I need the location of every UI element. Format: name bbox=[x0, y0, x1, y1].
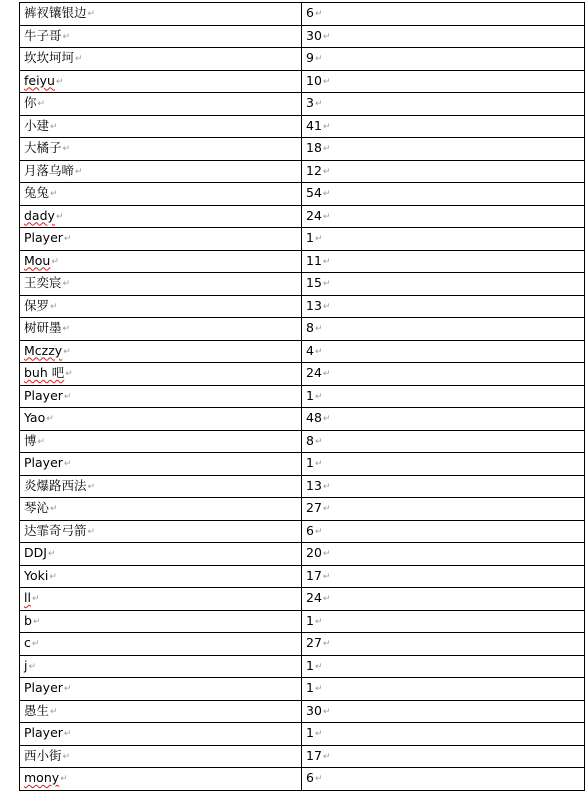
paragraph-mark-icon: ↵ bbox=[60, 774, 68, 784]
value-cell[interactable] bbox=[302, 205, 585, 228]
name-cell[interactable] bbox=[20, 610, 302, 633]
table-row bbox=[20, 363, 585, 386]
paragraph-mark-icon: ↵ bbox=[314, 391, 323, 402]
name-text: 树研墨 bbox=[24, 320, 62, 335]
table-body bbox=[20, 3, 585, 791]
value-cell[interactable] bbox=[302, 610, 585, 633]
paragraph-mark-icon: ↵ bbox=[322, 121, 331, 132]
table-row bbox=[20, 93, 585, 116]
name-text: 炎爆路西法 bbox=[24, 477, 87, 493]
table-row bbox=[20, 588, 585, 611]
name-cell[interactable] bbox=[20, 498, 302, 521]
paragraph-mark-icon: ↵ bbox=[314, 729, 323, 739]
paragraph-mark-icon: ↵ bbox=[32, 616, 41, 627]
name-cell[interactable] bbox=[20, 633, 302, 656]
value-cell[interactable] bbox=[302, 498, 585, 521]
value-text: 24 bbox=[306, 207, 322, 223]
paragraph-mark-icon: ↵ bbox=[322, 256, 331, 267]
value-text: 1 bbox=[306, 230, 314, 245]
table-row bbox=[20, 115, 585, 138]
table-row bbox=[20, 3, 585, 26]
paragraph-mark-icon: ↵ bbox=[31, 639, 40, 649]
paragraph-mark-icon: ↵ bbox=[62, 324, 71, 334]
value-cell[interactable] bbox=[302, 453, 585, 476]
value-text: 15 bbox=[306, 275, 322, 290]
value-cell[interactable] bbox=[302, 700, 585, 723]
paragraph-mark-icon: ↵ bbox=[62, 751, 71, 762]
table-row bbox=[20, 385, 585, 408]
value-cell[interactable] bbox=[302, 250, 585, 273]
table-row bbox=[20, 745, 585, 768]
table-row bbox=[20, 610, 585, 633]
table-row bbox=[20, 160, 585, 183]
paragraph-mark-icon: ↵ bbox=[63, 729, 72, 739]
table-row bbox=[20, 475, 585, 498]
paragraph-mark-icon: ↵ bbox=[322, 301, 331, 312]
value-cell[interactable] bbox=[302, 520, 585, 543]
name-text: Mou bbox=[24, 252, 51, 268]
name-cell[interactable] bbox=[20, 385, 302, 408]
name-cell[interactable] bbox=[20, 588, 302, 611]
name-cell[interactable] bbox=[20, 295, 302, 318]
paragraph-mark-icon: ↵ bbox=[322, 571, 331, 582]
name-cell[interactable] bbox=[20, 273, 302, 296]
paragraph-mark-icon: ↵ bbox=[322, 549, 331, 559]
name-cell[interactable] bbox=[20, 205, 302, 228]
value-text: 13 bbox=[306, 477, 322, 493]
name-text: 愚生 bbox=[24, 702, 50, 718]
value-text: 27 bbox=[306, 500, 322, 515]
data-table bbox=[19, 2, 585, 791]
name-text: 兔兔 bbox=[24, 185, 50, 200]
name-cell[interactable] bbox=[20, 48, 302, 71]
paragraph-mark-icon: ↵ bbox=[55, 76, 64, 87]
table-row bbox=[20, 408, 585, 431]
name-text: DDJ bbox=[24, 545, 47, 560]
name-text: Yoki bbox=[24, 567, 49, 583]
name-text: buh 吧 bbox=[24, 365, 65, 380]
paragraph-mark-icon: ↵ bbox=[31, 594, 40, 604]
paragraph-mark-icon: ↵ bbox=[322, 414, 331, 424]
value-text: 27 bbox=[306, 635, 322, 650]
paragraph-mark-icon: ↵ bbox=[37, 99, 46, 109]
name-text: Player bbox=[24, 230, 63, 245]
table-row bbox=[20, 678, 585, 701]
paragraph-mark-icon: ↵ bbox=[322, 31, 331, 42]
paragraph-mark-icon: ↵ bbox=[75, 54, 83, 64]
name-text: 西小街 bbox=[24, 747, 62, 763]
name-cell[interactable] bbox=[20, 340, 302, 363]
name-cell[interactable] bbox=[20, 475, 302, 498]
value-text: 4 bbox=[306, 342, 314, 358]
name-cell[interactable] bbox=[20, 700, 302, 723]
name-text: 达霏奇弓箭 bbox=[24, 522, 87, 538]
paragraph-mark-icon: ↵ bbox=[314, 54, 323, 64]
name-cell[interactable] bbox=[20, 655, 302, 678]
value-text: 1 bbox=[306, 387, 314, 403]
value-cell[interactable] bbox=[302, 588, 585, 611]
name-text: 裤衩镶银边 bbox=[24, 5, 87, 20]
name-cell[interactable] bbox=[20, 160, 302, 183]
value-text: 48 bbox=[306, 410, 322, 425]
paragraph-mark-icon: ↵ bbox=[314, 661, 323, 672]
value-text: 30 bbox=[306, 27, 322, 43]
value-text: 1 bbox=[306, 725, 314, 740]
paragraph-mark-icon: ↵ bbox=[314, 9, 323, 19]
value-text: 12 bbox=[306, 162, 322, 178]
value-text: 24 bbox=[306, 590, 322, 605]
value-cell[interactable] bbox=[302, 93, 585, 116]
value-text: 24 bbox=[306, 365, 322, 380]
name-text: mony bbox=[24, 770, 60, 785]
name-cell[interactable] bbox=[20, 70, 302, 93]
name-text: 你 bbox=[24, 95, 37, 110]
name-text: 王奕宸 bbox=[24, 275, 62, 290]
value-cell[interactable] bbox=[302, 655, 585, 678]
name-cell[interactable] bbox=[20, 565, 302, 588]
value-text: 6 bbox=[306, 770, 314, 785]
paragraph-mark-icon: ↵ bbox=[63, 459, 72, 469]
name-cell[interactable] bbox=[20, 768, 302, 791]
name-text: Mczzy bbox=[24, 342, 63, 358]
table-row bbox=[20, 565, 585, 588]
paragraph-mark-icon: ↵ bbox=[322, 706, 331, 717]
paragraph-mark-icon: ↵ bbox=[314, 684, 323, 694]
paragraph-mark-icon: ↵ bbox=[63, 346, 71, 357]
value-text: 6 bbox=[306, 522, 314, 538]
name-cell[interactable] bbox=[20, 430, 302, 453]
paragraph-mark-icon: ↵ bbox=[62, 31, 71, 42]
name-text: j bbox=[24, 657, 28, 673]
name-text: 小建 bbox=[24, 117, 50, 133]
value-text: 10 bbox=[306, 72, 322, 88]
paragraph-mark-icon: ↵ bbox=[322, 504, 331, 514]
paragraph-mark-icon: ↵ bbox=[314, 324, 323, 334]
name-text: 牛子哥 bbox=[24, 27, 62, 43]
paragraph-mark-icon: ↵ bbox=[65, 369, 73, 379]
table-row bbox=[20, 48, 585, 71]
paragraph-mark-icon: ↵ bbox=[28, 661, 37, 672]
value-cell[interactable] bbox=[302, 70, 585, 93]
name-cell[interactable] bbox=[20, 453, 302, 476]
value-cell[interactable] bbox=[302, 273, 585, 296]
value-text: 20 bbox=[306, 545, 322, 560]
paragraph-mark-icon: ↵ bbox=[322, 751, 331, 762]
paragraph-mark-icon: ↵ bbox=[63, 684, 72, 694]
paragraph-mark-icon: ↵ bbox=[49, 571, 57, 582]
name-cell[interactable] bbox=[20, 25, 302, 48]
value-cell[interactable] bbox=[302, 138, 585, 161]
value-cell[interactable] bbox=[302, 3, 585, 26]
paragraph-mark-icon: ↵ bbox=[322, 76, 331, 87]
value-cell[interactable] bbox=[302, 115, 585, 138]
paragraph-mark-icon: ↵ bbox=[75, 166, 83, 177]
value-text: 8 bbox=[306, 432, 314, 448]
table-row bbox=[20, 633, 585, 656]
value-cell[interactable] bbox=[302, 228, 585, 251]
paragraph-mark-icon: ↵ bbox=[62, 279, 71, 289]
value-cell[interactable] bbox=[302, 475, 585, 498]
name-cell[interactable] bbox=[20, 3, 302, 26]
name-text: ll bbox=[24, 590, 31, 605]
paragraph-mark-icon: ↵ bbox=[47, 549, 56, 559]
table-row bbox=[20, 273, 585, 296]
name-cell[interactable] bbox=[20, 138, 302, 161]
table-row bbox=[20, 138, 585, 161]
table-row bbox=[20, 295, 585, 318]
value-text: 11 bbox=[306, 252, 322, 268]
value-cell[interactable] bbox=[302, 385, 585, 408]
paragraph-mark-icon: ↵ bbox=[50, 189, 58, 199]
name-text: 保罗 bbox=[24, 297, 50, 313]
name-cell[interactable] bbox=[20, 678, 302, 701]
value-cell[interactable] bbox=[302, 183, 585, 206]
value-cell[interactable] bbox=[302, 25, 585, 48]
paragraph-mark-icon: ↵ bbox=[51, 256, 59, 267]
paragraph-mark-icon: ↵ bbox=[322, 144, 331, 154]
table-row bbox=[20, 70, 585, 93]
value-text: 6 bbox=[306, 5, 314, 20]
value-text: 18 bbox=[306, 140, 322, 155]
name-cell[interactable] bbox=[20, 115, 302, 138]
name-cell[interactable] bbox=[20, 228, 302, 251]
table-row bbox=[20, 183, 585, 206]
paragraph-mark-icon: ↵ bbox=[87, 481, 96, 492]
name-text: Player bbox=[24, 455, 63, 470]
table-row bbox=[20, 768, 585, 791]
value-text: 30 bbox=[306, 702, 322, 718]
name-cell[interactable] bbox=[20, 723, 302, 746]
paragraph-mark-icon: ↵ bbox=[37, 436, 46, 447]
value-cell[interactable] bbox=[302, 723, 585, 746]
table-row bbox=[20, 498, 585, 521]
paragraph-mark-icon: ↵ bbox=[314, 616, 323, 627]
name-cell[interactable] bbox=[20, 408, 302, 431]
paragraph-mark-icon: ↵ bbox=[322, 369, 331, 379]
paragraph-mark-icon: ↵ bbox=[314, 234, 323, 244]
name-text: 博 bbox=[24, 432, 37, 448]
value-cell[interactable] bbox=[302, 745, 585, 768]
paragraph-mark-icon: ↵ bbox=[322, 189, 331, 199]
name-cell[interactable] bbox=[20, 520, 302, 543]
paragraph-mark-icon: ↵ bbox=[314, 99, 323, 109]
paragraph-mark-icon: ↵ bbox=[55, 211, 64, 222]
value-cell[interactable] bbox=[302, 363, 585, 386]
value-text: 1 bbox=[306, 657, 314, 673]
value-text: 41 bbox=[306, 117, 322, 133]
name-text: Player bbox=[24, 387, 63, 403]
name-text: Yao bbox=[24, 410, 46, 425]
value-text: 17 bbox=[306, 747, 322, 763]
value-cell[interactable] bbox=[302, 295, 585, 318]
name-cell[interactable] bbox=[20, 745, 302, 768]
value-text: 1 bbox=[306, 455, 314, 470]
name-cell[interactable] bbox=[20, 250, 302, 273]
paragraph-mark-icon: ↵ bbox=[322, 166, 331, 177]
paragraph-mark-icon: ↵ bbox=[322, 279, 331, 289]
value-text: 3 bbox=[306, 95, 314, 110]
name-cell[interactable] bbox=[20, 543, 302, 566]
paragraph-mark-icon: ↵ bbox=[87, 9, 96, 19]
paragraph-mark-icon: ↵ bbox=[322, 639, 331, 649]
table-row bbox=[20, 228, 585, 251]
paragraph-mark-icon: ↵ bbox=[50, 121, 58, 132]
table-row bbox=[20, 520, 585, 543]
value-cell[interactable] bbox=[302, 543, 585, 566]
table-row bbox=[20, 250, 585, 273]
value-cell[interactable] bbox=[302, 318, 585, 341]
name-text: Player bbox=[24, 680, 63, 695]
table-row bbox=[20, 453, 585, 476]
name-cell[interactable] bbox=[20, 93, 302, 116]
value-cell[interactable] bbox=[302, 633, 585, 656]
value-cell[interactable] bbox=[302, 768, 585, 791]
value-text: 8 bbox=[306, 320, 314, 335]
paragraph-mark-icon: ↵ bbox=[314, 346, 323, 357]
value-text: 1 bbox=[306, 680, 314, 695]
table-row bbox=[20, 205, 585, 228]
paragraph-mark-icon: ↵ bbox=[50, 504, 58, 514]
paragraph-mark-icon: ↵ bbox=[314, 436, 323, 447]
paragraph-mark-icon: ↵ bbox=[63, 234, 72, 244]
name-text: 月落乌啼 bbox=[24, 162, 75, 178]
name-text: b bbox=[24, 612, 32, 628]
paragraph-mark-icon: ↵ bbox=[46, 414, 54, 424]
name-text: Player bbox=[24, 725, 63, 740]
paragraph-mark-icon: ↵ bbox=[87, 526, 96, 537]
value-cell[interactable] bbox=[302, 340, 585, 363]
paragraph-mark-icon: ↵ bbox=[50, 301, 58, 312]
table-row bbox=[20, 700, 585, 723]
name-cell[interactable] bbox=[20, 183, 302, 206]
paragraph-mark-icon: ↵ bbox=[322, 211, 331, 222]
table-row bbox=[20, 25, 585, 48]
paragraph-mark-icon: ↵ bbox=[314, 526, 323, 537]
table-row bbox=[20, 430, 585, 453]
name-cell[interactable] bbox=[20, 363, 302, 386]
name-text: dady bbox=[24, 207, 55, 223]
paragraph-mark-icon: ↵ bbox=[322, 481, 331, 492]
value-cell[interactable] bbox=[302, 565, 585, 588]
table-row bbox=[20, 543, 585, 566]
value-cell[interactable] bbox=[302, 430, 585, 453]
paragraph-mark-icon: ↵ bbox=[62, 144, 71, 154]
value-cell[interactable] bbox=[302, 160, 585, 183]
table-row bbox=[20, 318, 585, 341]
name-text: 琴沁 bbox=[24, 500, 50, 515]
paragraph-mark-icon: ↵ bbox=[314, 459, 323, 469]
paragraph-mark-icon: ↵ bbox=[63, 391, 72, 402]
paragraph-mark-icon: ↵ bbox=[314, 774, 323, 784]
value-cell[interactable] bbox=[302, 408, 585, 431]
value-cell[interactable] bbox=[302, 678, 585, 701]
value-text: 17 bbox=[306, 567, 322, 583]
value-text: 9 bbox=[306, 50, 314, 65]
value-text: 1 bbox=[306, 612, 314, 628]
paragraph-mark-icon: ↵ bbox=[50, 706, 58, 717]
value-cell[interactable] bbox=[302, 48, 585, 71]
paragraph-mark-icon: ↵ bbox=[322, 594, 331, 604]
value-text: 54 bbox=[306, 185, 322, 200]
name-text: 大橘子 bbox=[24, 140, 62, 155]
name-cell[interactable] bbox=[20, 318, 302, 341]
value-text: 13 bbox=[306, 297, 322, 313]
name-text: 坎坎坷坷 bbox=[24, 50, 75, 65]
name-text: feiyu bbox=[24, 72, 55, 88]
table-row bbox=[20, 655, 585, 678]
table-row bbox=[20, 340, 585, 363]
name-text: c bbox=[24, 635, 31, 650]
table-row bbox=[20, 723, 585, 746]
